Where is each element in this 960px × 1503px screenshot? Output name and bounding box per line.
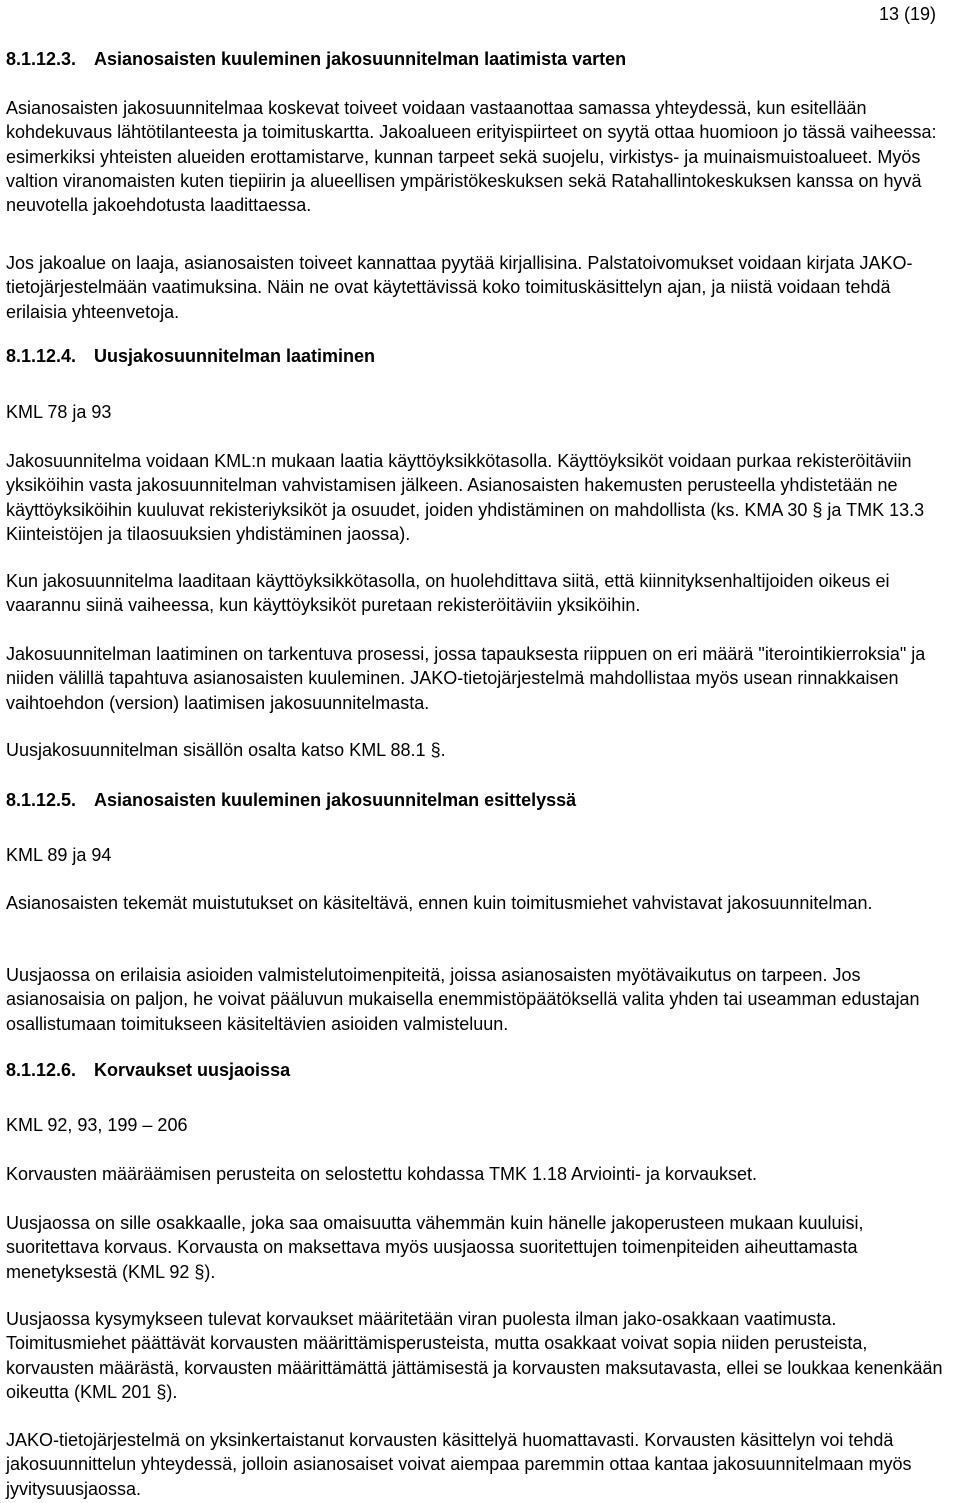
paragraph: Korvausten määräämisen perusteita on selostettu kohdassa TMK 1.18 Arviointi- ja korvaukset. xyxy=(6,1164,758,1184)
paragraph: Uusjakosuunnitelman sisällön osalta katso KML 88.1 §. xyxy=(6,740,446,760)
paragraph: Uusjaossa on sille osakkaalle, joka saa omaisuutta vähemmän kuin hänelle jakoperusteen mukaan kuuluisi, suoritettava korvaus. Korvausta on maksettava myös uusjaossa suoritettujen toimenpiteiden aiheuttamasta menetyksestä (KML 92 §). xyxy=(6,1213,864,1282)
section-title: Asianosaisten kuuleminen jakosuunnitelman esittelyssä xyxy=(94,790,577,810)
paragraph: Uusjaossa kysymykseen tulevat korvaukset määritetään viran puolesta ilman jako-osakkaan vaatimusta. Toimitusmiehet päättävät korvausten määrittämisperusteista, mutta osakkaat voivat sopia niiden perusteista, korvausten määrästä, korvausten määrittämättä jättämisestä ja korvausten maksutavasta, ellei se loukkaa kenenkään oikeutta (KML 201 §). xyxy=(6,1309,943,1402)
paragraph: Jakosuunnitelma voidaan KML:n mukaan laatia käyttöyksikkötasolla. Käyttöyksiköt voidaan purkaa rekisteröitäviin yksiköihin vasta jakosuunnitelman vahvistamisen jälkeen. Asianosaisten hakemusten perusteella yhdistetään ne käyttöyksiköihin kuuluvat rekisteriyksiköt ja osuudet, joiden yhdistäminen on mahdollista (ks. KMA 30 § ja TMK 13.3 Kiinteistöjen ja tilaosuuksien yhdistäminen jaossa). xyxy=(6,451,925,544)
law-reference: KML 78 ja 93 xyxy=(6,402,112,422)
paragraph: Kun jakosuunnitelma laaditaan käyttöyksikkötasolla, on huolehdittava siitä, että kiinnityksenhaltijoiden oikeus ei vaarannu siinä vaiheessa, kun käyttöyksiköt puretaan rekisteröitäviin yksiköihin. xyxy=(6,571,890,616)
section-number: 8.1.12.6. xyxy=(6,1060,77,1080)
section-heading xyxy=(6,47,626,71)
section-title: Korvaukset uusjaoissa xyxy=(94,1060,291,1080)
paragraph: Asianosaisten jakosuunnitelmaa koskevat toiveet voidaan vastaanottaa samassa yhteydessä, kun esitellään kohdekuvaus lähtötilanteesta ja toimituskartta. Jakoalueen erityispiirteet on syytä ottaa huomioon jo tässä vaiheessa: esimerkiksi yhteisten alueiden erottamistarve, kunnan tarpeet sekä suojelu, virkistys- ja muinaismuistoalueet. Myös valtion viranomaisten kuten tiepiirin ja alueellisen ympäristökeskuksen sekä Ratahallintokeskuksen kanssa on hyvä neuvotella jakoehdotusta laadittaessa. xyxy=(6,98,937,216)
section-number: 8.1.12.4. xyxy=(6,346,77,366)
paragraph: Jos jakoalue on laaja, asianosaisten toiveet kannattaa pyytää kirjallisina. Palstatoivomukset voidaan kirjata JAKO-tietojärjestelmään vaatimuksina. Näin ne ovat käytettävissä koko toimituskäsittelyn ajan, ja niistä voidaan tehdä erilaisia yhteenvetoja. xyxy=(6,253,913,322)
section-heading xyxy=(6,788,576,812)
section-heading xyxy=(6,1058,290,1082)
section-number: 8.1.12.5. xyxy=(6,790,77,810)
law-reference: KML 89 ja 94 xyxy=(6,845,112,865)
paragraph: Jakosuunnitelman laatiminen on tarkentuva prosessi, jossa tapauksesta riippuen on eri määrä "iterointikierroksia" ja niiden välillä tapahtuva asianosaisten kuuleminen. JAKO-tietojärjestelmä mahdollistaa myös usean rinnakkaisen vaihtoehdon (version) laatimisen jakosuunnitelmasta. xyxy=(6,644,926,713)
paragraph: Uusjaossa on erilaisia asioiden valmistelutoimenpiteitä, joissa asianosaisten myötävaikutus on tarpeen. Jos asianosaisia on paljon, he voivat pääluvun mukaisella enemmistöpäätöksellä valita yhden tai useamman edustajan osallistumaan toimitukseen käsiteltävien asioiden valmisteluun. xyxy=(6,965,920,1034)
section-title: Uusjakosuunnitelman laatiminen xyxy=(94,346,376,366)
law-reference: KML 92, 93, 199 – 206 xyxy=(6,1115,188,1135)
section-title: Asianosaisten kuuleminen jakosuunnitelman laatimista varten xyxy=(94,49,627,69)
section-number: 8.1.12.3. xyxy=(6,49,77,69)
section-heading xyxy=(6,344,375,368)
page-number: 13 (19) xyxy=(878,4,936,24)
paragraph: Asianosaisten tekemät muistutukset on käsiteltävä, ennen kuin toimitusmiehet vahvistavat jakosuunnitelman. xyxy=(6,893,873,913)
paragraph: JAKO-tietojärjestelmä on yksinkertaistanut korvausten käsittelyä huomattavasti. Korvausten käsittelyn voi tehdä jakosuunnittelun yhteydessä, jolloin asianosaiset voivat aiempaa paremmin ottaa kantaa jakosuunnitelmaan myös jyvitysuusjaossa. xyxy=(6,1430,912,1499)
